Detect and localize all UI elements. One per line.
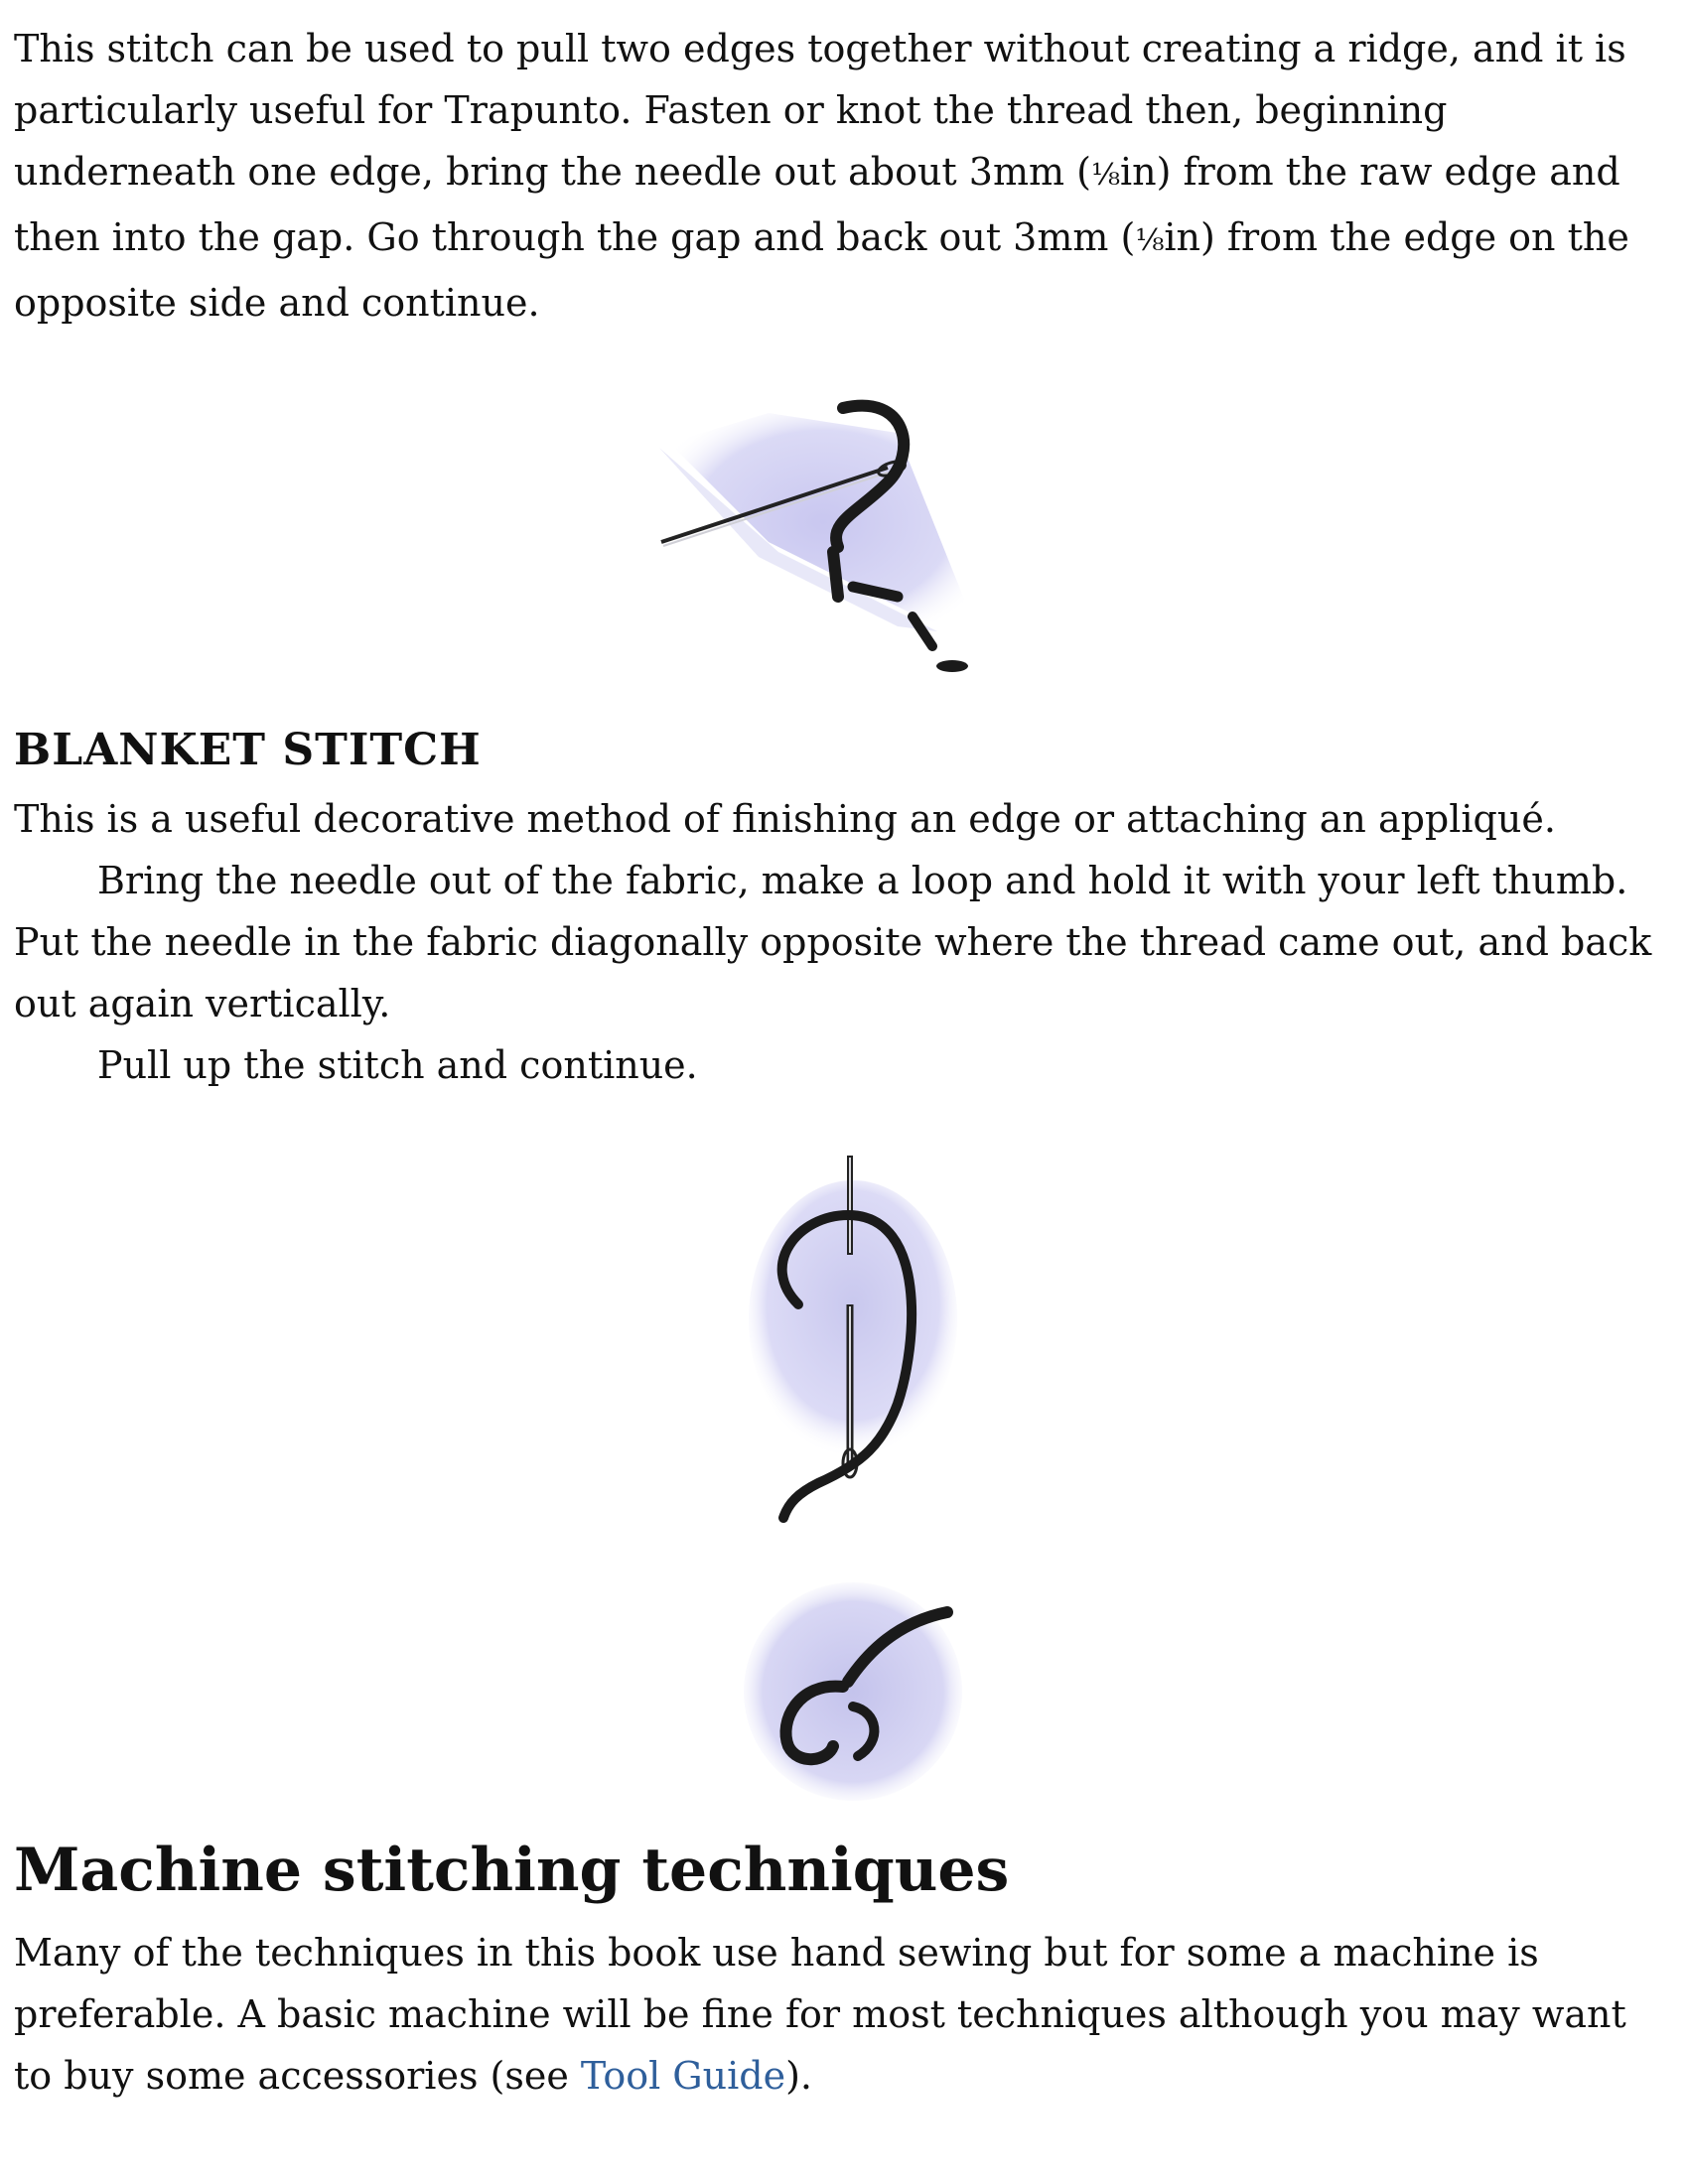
machine-text-2: ). bbox=[785, 2054, 813, 2098]
blanket-stitch-illustration bbox=[739, 1146, 957, 1523]
tool-guide-link[interactable]: Tool Guide bbox=[580, 2054, 786, 2098]
blanket-finish-paragraph: Pull up the stitch and continue. bbox=[97, 1043, 698, 1087]
blanket-stitch-figure bbox=[14, 1096, 1674, 1831]
fraction-eighth-2: ⅛ bbox=[1135, 223, 1165, 258]
blanket-stitch-finish-illustration bbox=[739, 1582, 967, 1811]
ladder-stitch-figure bbox=[14, 334, 1674, 721]
machine-stitching-heading: Machine stitching techniques bbox=[14, 1836, 1010, 1905]
blanket-intro-paragraph: This is a useful decorative method of finishing an edge or attaching an appliqué. bbox=[14, 797, 1556, 841]
machine-text-1: Many of the techniques in this book use hand sewing but for some a machine is preferable. A basic machine will be fine for most techniques although you may want to buy some accessories (see bbox=[14, 1931, 1626, 2098]
blanket-instructions-paragraph: Bring the needle out of the fabric, make a loop and hold it with your left thumb. Put the needle in the fabric diagonally opposite where the thread came out, and back out again vertically. bbox=[14, 859, 1652, 1025]
intro-paragraph bbox=[14, 18, 1674, 334]
machine-paragraph bbox=[14, 1922, 1674, 2107]
blanket-stitch-heading: BLANKET STITCH bbox=[14, 725, 482, 775]
intro-text-2: in) from the raw edge and then into the gap. Go through the gap and back out 3mm ( bbox=[14, 150, 1620, 259]
ladder-stitch-illustration bbox=[649, 373, 1047, 691]
fraction-eighth-1: ⅛ bbox=[1090, 158, 1121, 193]
page-content bbox=[14, 18, 1674, 2107]
intro-text-1: This stitch can be used to pull two edges together without creating a ridge, and it is particularly useful for Trapunto. Fasten or knot the thread then, beginning underneath one edge, bring the needle out about 3mm ( bbox=[14, 27, 1626, 194]
intro-text-3: in) from the edge on the opposite side and continue. bbox=[14, 215, 1629, 325]
